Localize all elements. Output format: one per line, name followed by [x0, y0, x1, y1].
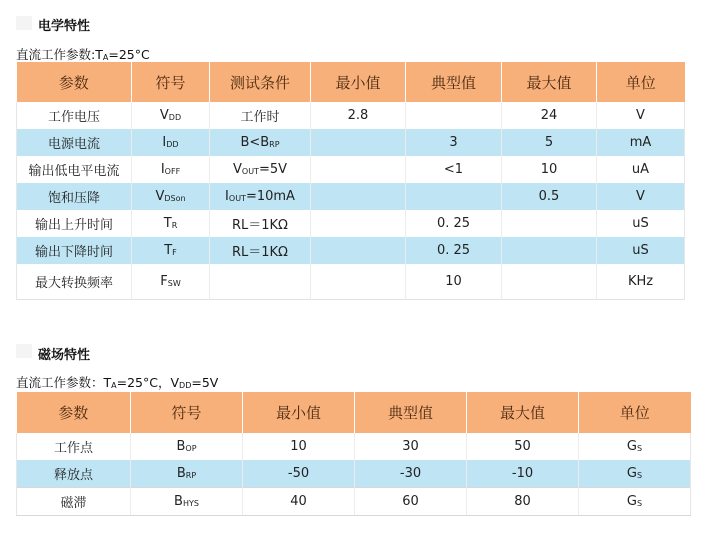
condition-cell: [210, 264, 311, 300]
min-cell: -50: [243, 460, 355, 488]
param-cell: 磁滞: [17, 488, 131, 516]
column-header: 最小值: [243, 392, 355, 433]
param-cell: 饱和压降: [17, 183, 132, 210]
symbol-cell: BHYS: [131, 488, 243, 516]
table-row: [17, 460, 691, 488]
unit-cell: KHz: [597, 264, 685, 300]
min-cell: 2.8: [311, 102, 406, 129]
table-row: [17, 102, 685, 129]
table-row: [17, 264, 685, 300]
max-cell: 80: [467, 488, 579, 516]
column-header: 最大值: [467, 392, 579, 433]
symbol-cell: VDD: [132, 102, 210, 129]
min-cell: [311, 237, 406, 264]
param-cell: 工作点: [17, 433, 131, 460]
min-cell: [311, 156, 406, 183]
param-cell: 输出低电平电流: [17, 156, 132, 183]
condition-cell: IOUT=10mA: [210, 183, 311, 210]
condition-cell: B<BRP: [210, 129, 311, 156]
typ-cell: 0. 25: [406, 210, 502, 237]
column-header: 符号: [131, 392, 243, 433]
unit-cell: GS: [579, 460, 691, 488]
table-header-row: [17, 62, 685, 102]
symbol-cell: TR: [132, 210, 210, 237]
typ-cell: [406, 102, 502, 129]
column-header: 单位: [597, 62, 685, 102]
max-cell: [502, 210, 597, 237]
unit-cell: V: [597, 102, 685, 129]
unit-cell: uA: [597, 156, 685, 183]
unit-cell: GS: [579, 488, 691, 516]
min-cell: 10: [243, 433, 355, 460]
max-cell: 50: [467, 433, 579, 460]
param-cell: 工作电压: [17, 102, 132, 129]
column-header: 符号: [132, 62, 210, 102]
typ-cell: 10: [406, 264, 502, 300]
magnetic-characteristics-table: [16, 392, 691, 516]
typ-cell: 3: [406, 129, 502, 156]
column-header: 参数: [17, 392, 131, 433]
typ-cell: 30: [355, 433, 467, 460]
param-cell: 释放点: [17, 460, 131, 488]
section-title-electrical: 电学特性: [38, 19, 91, 34]
condition-cell: 工作时: [210, 102, 311, 129]
unit-cell: mA: [597, 129, 685, 156]
section-marker: [16, 16, 32, 30]
symbol-cell: BOP: [131, 433, 243, 460]
column-header: 参数: [17, 62, 132, 102]
typ-cell: 0. 25: [406, 237, 502, 264]
column-header: 最小值: [311, 62, 406, 102]
table-row: [17, 433, 691, 460]
max-cell: [502, 264, 597, 300]
max-cell: [502, 237, 597, 264]
section-marker: [16, 344, 32, 358]
section-title-magnetic: 磁场特性: [38, 348, 91, 363]
min-cell: [311, 264, 406, 300]
max-cell: -10: [467, 460, 579, 488]
unit-cell: uS: [597, 237, 685, 264]
symbol-cell: VDSon: [132, 183, 210, 210]
symbol-cell: FSW: [132, 264, 210, 300]
column-header: 测试条件: [210, 62, 311, 102]
max-cell: 5: [502, 129, 597, 156]
symbol-cell: BRP: [131, 460, 243, 488]
test-condition-magnetic: 直流工作参数：TA=25°C，VDD=5V: [16, 375, 219, 390]
symbol-cell: TF: [132, 237, 210, 264]
unit-cell: V: [597, 183, 685, 210]
max-cell: 24: [502, 102, 597, 129]
table-row: [17, 237, 685, 264]
min-cell: 40: [243, 488, 355, 516]
param-cell: 电源电流: [17, 129, 132, 156]
min-cell: [311, 210, 406, 237]
min-cell: [311, 129, 406, 156]
symbol-cell: IDD: [132, 129, 210, 156]
min-cell: [311, 183, 406, 210]
param-cell: 输出上升时间: [17, 210, 132, 237]
unit-cell: uS: [597, 210, 685, 237]
condition-cell: RL＝1KΩ: [210, 237, 311, 264]
param-cell: 输出下降时间: [17, 237, 132, 264]
max-cell: 0.5: [502, 183, 597, 210]
table-header-row: [17, 392, 691, 433]
table-row: [17, 488, 691, 516]
typ-cell: -30: [355, 460, 467, 488]
electrical-characteristics-table: [16, 62, 685, 300]
table-row: [17, 129, 685, 156]
table-row: [17, 156, 685, 183]
test-condition-electrical: 直流工作参数:TA=25°C: [16, 47, 150, 62]
column-header: 最大值: [502, 62, 597, 102]
condition-cell: VOUT=5V: [210, 156, 311, 183]
condition-cell: RL＝1KΩ: [210, 210, 311, 237]
symbol-cell: IOFF: [132, 156, 210, 183]
column-header: 典型值: [406, 62, 502, 102]
column-header: 单位: [579, 392, 691, 433]
typ-cell: <1: [406, 156, 502, 183]
column-header: 典型值: [355, 392, 467, 433]
param-cell: 最大转换频率: [17, 264, 132, 300]
typ-cell: 60: [355, 488, 467, 516]
table-row: [17, 183, 685, 210]
unit-cell: GS: [579, 433, 691, 460]
table-row: [17, 210, 685, 237]
typ-cell: [406, 183, 502, 210]
max-cell: 10: [502, 156, 597, 183]
